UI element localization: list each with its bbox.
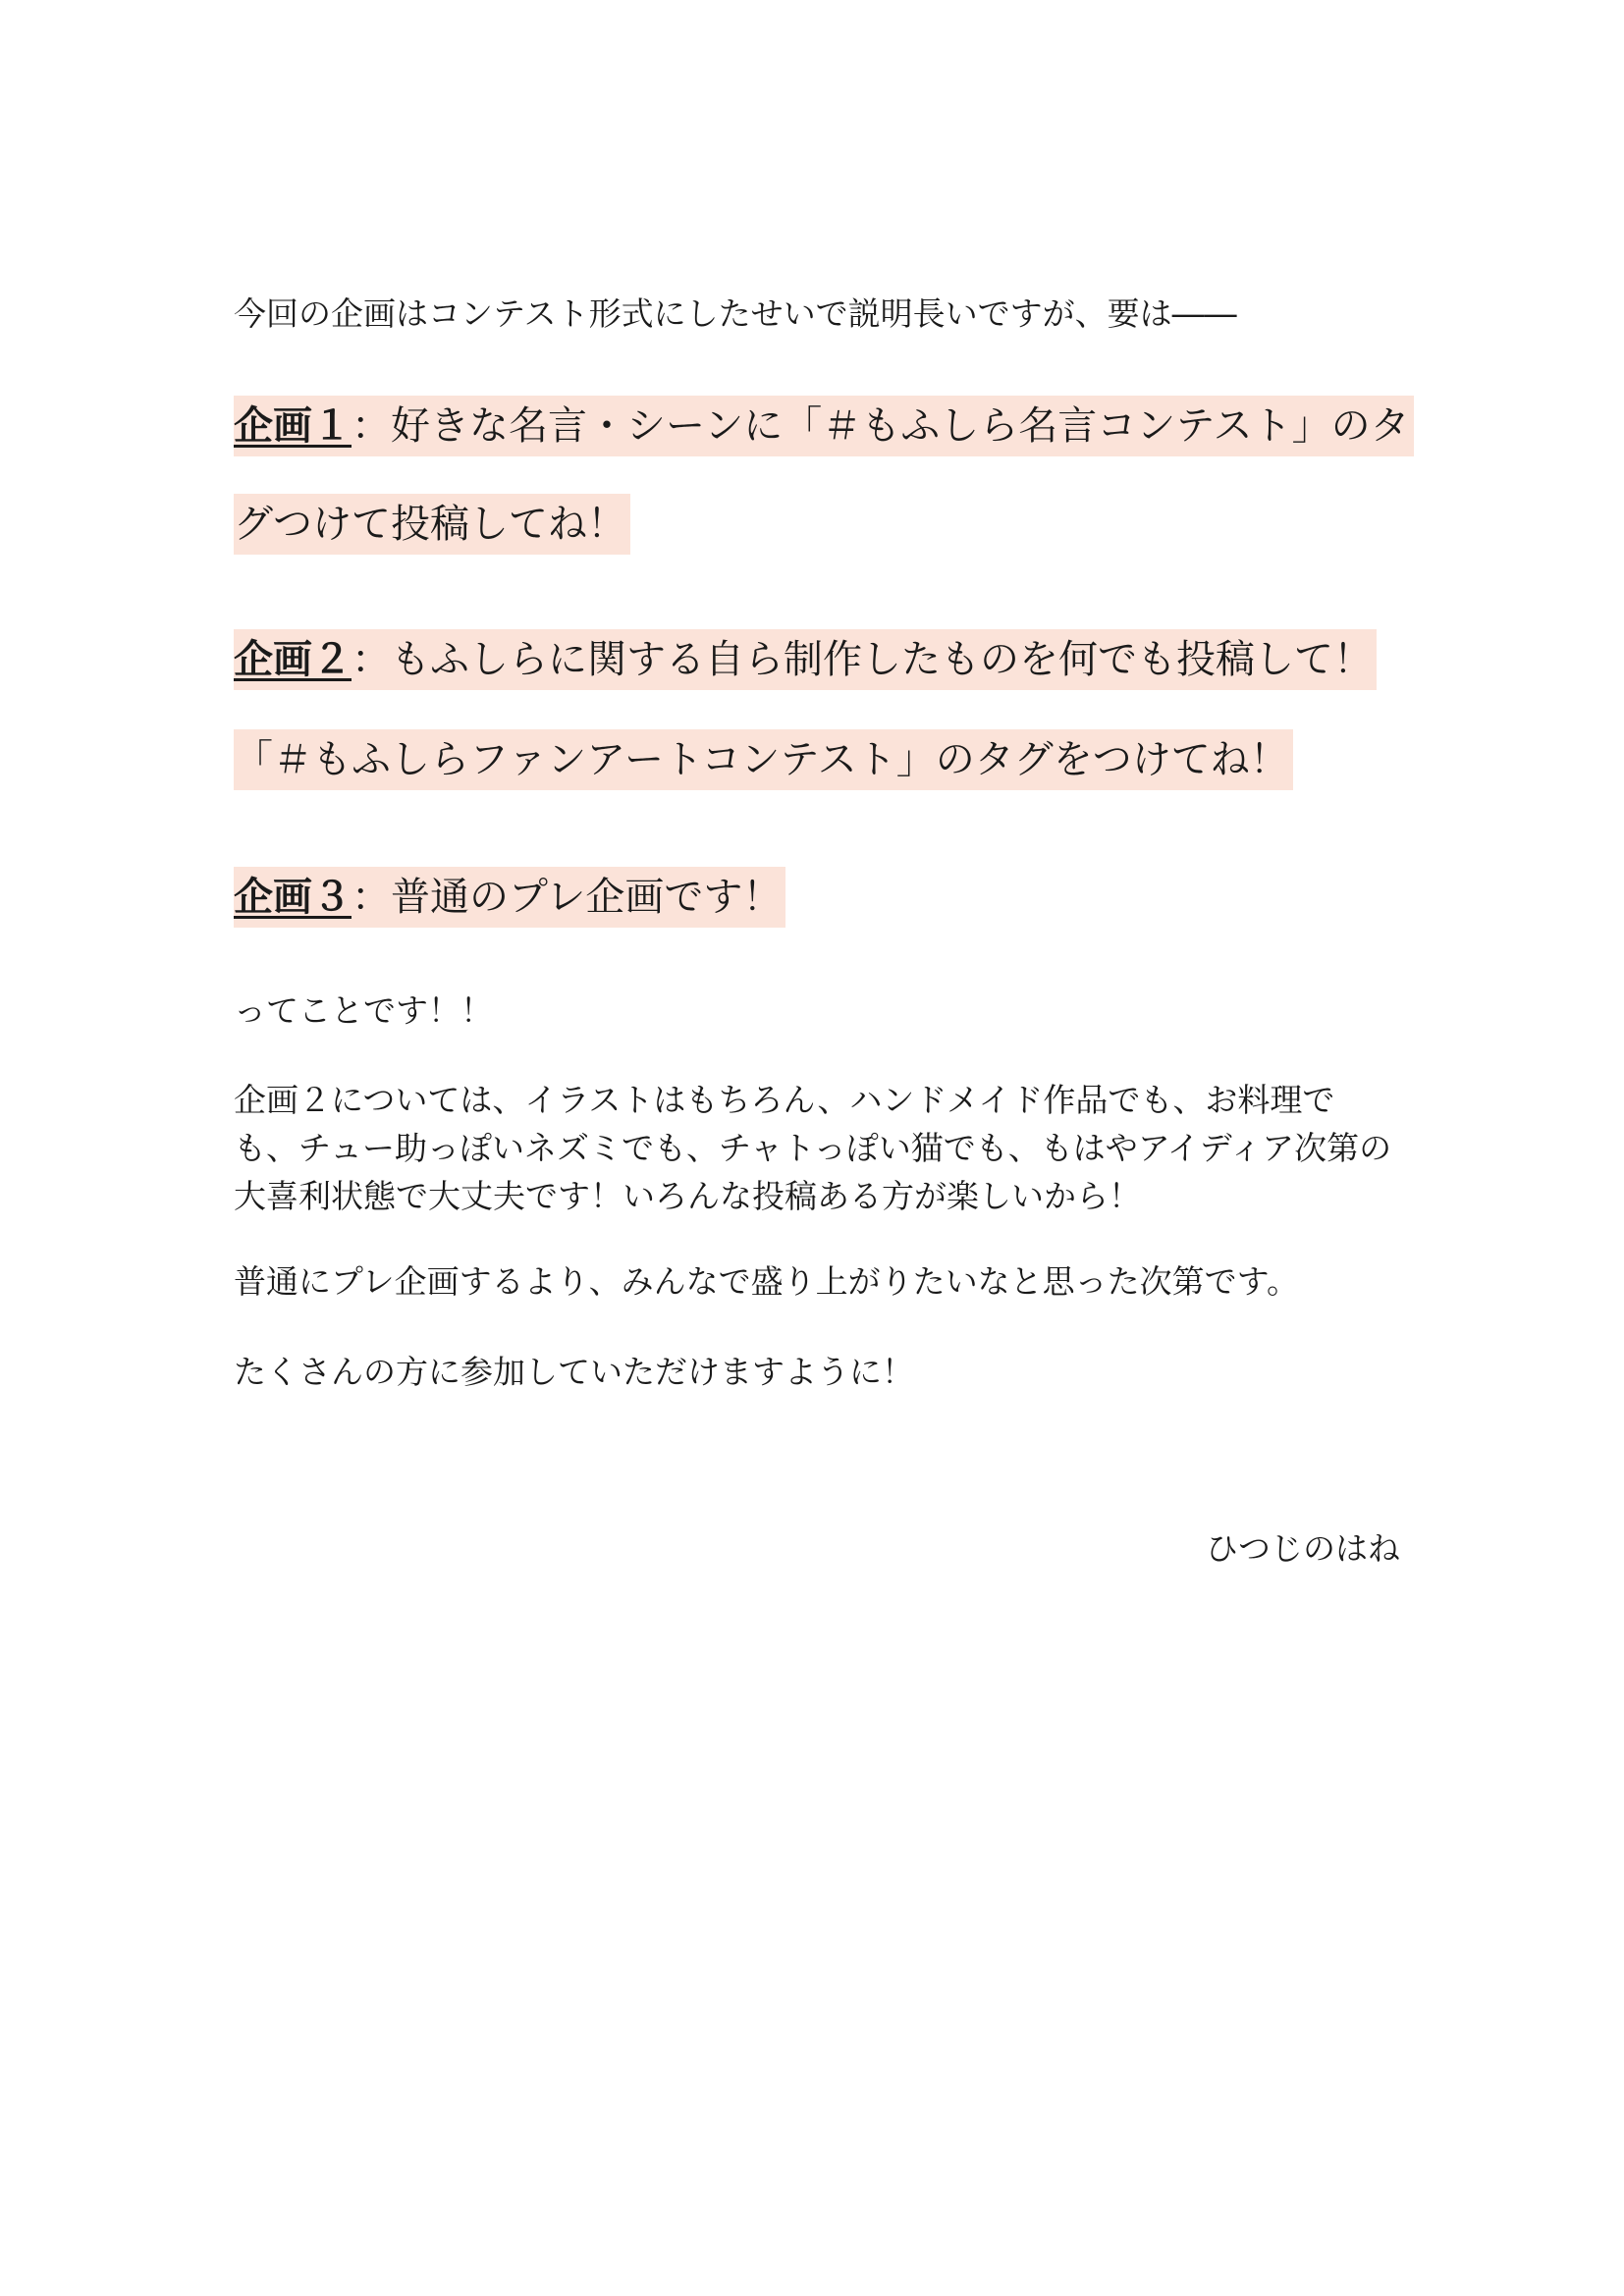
kikaku1-text-1: ：好きな名言・シーンに「＃もふしら名言コンテスト」のタ [352, 403, 1410, 449]
kikaku1-label: 企画１ [234, 403, 352, 449]
kikaku2-label: 企画２ [234, 637, 352, 682]
summary-line: ってことです！！ [234, 991, 493, 1030]
kikaku1-line2 [234, 495, 630, 554]
closing-line: たくさんの方に参加していただけますように！ [234, 1353, 914, 1391]
kikaku1-line1 [234, 397, 1414, 455]
kikaku3-label: 企画３ [234, 875, 352, 920]
kikaku3-text-1: ：普通のプレ企画です！ [352, 875, 783, 920]
kikaku2-text-1: ：もふしらに関する自ら制作したものを何でも投稿して！ [352, 637, 1373, 682]
kikaku2-text-2: 「＃もふしらファンアートコンテスト」のタグをつけてね！ [234, 729, 1293, 790]
intro-line: 今回の企画はコンテスト形式にしたせいで説明長いですが、要は―― [234, 294, 1237, 333]
kikaku1-text-2: グつけて投稿してね！ [234, 494, 630, 555]
detail-paragraph: 企画２については、イラストはもちろん、ハンドメイド作品でも、お料理でも、チュー助っぽいネズミでも、チャトっぽい猫でも、もはやアイディア次第の大喜利状態で大丈夫です！いろんな投稿ある方が楽しいから！ [234, 1081, 1392, 1215]
signature: ひつじのはね [1206, 1529, 1400, 1568]
kikaku2-line2 [234, 730, 1293, 789]
kikaku2-line1 [234, 630, 1377, 689]
kikaku3-line1 [234, 868, 785, 927]
reason-line: 普通にプレ企画するより、みんなで盛り上がりたいなと思った次第です。 [234, 1262, 1300, 1301]
